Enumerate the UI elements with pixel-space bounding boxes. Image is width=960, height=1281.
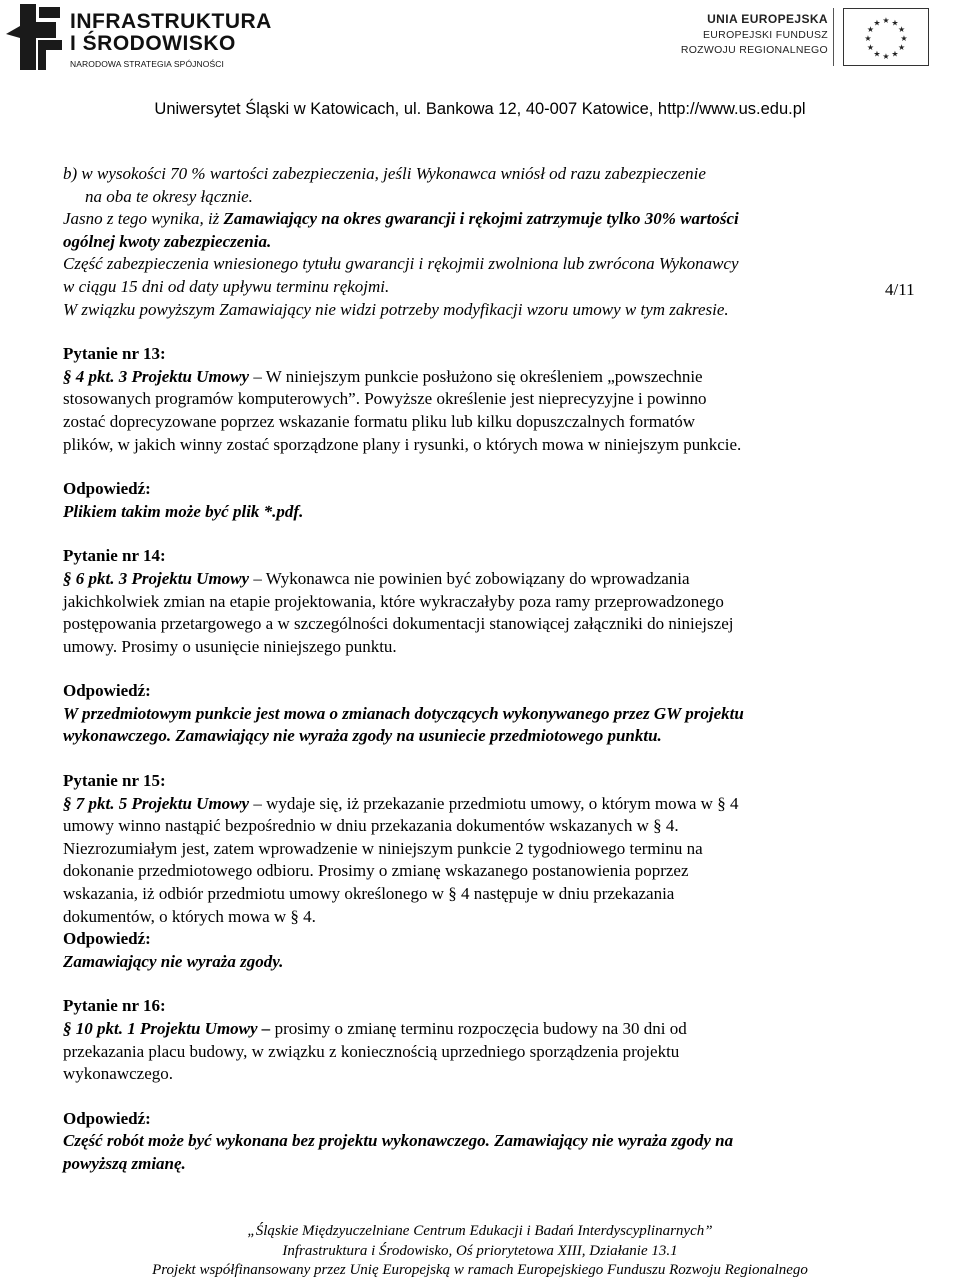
svg-text:★: ★	[873, 49, 881, 59]
answer-text: Plikiem takim może być plik *.pdf.	[63, 501, 304, 521]
document-body	[63, 163, 873, 1176]
intro-line: w ciągu 15 dni od daty upływu terminu rękojmi.	[63, 276, 390, 296]
question-line: § 7 pkt. 5 Projektu Umowy – wydaje się, iż przekazanie przedmiotu umowy, o którym mowa w § 4	[63, 793, 739, 813]
intro-line: Jasno z tego wynika, iż Zamawiający na okres gwarancji i rękojmi zatrzymuje tylko 30% wartości	[63, 209, 739, 229]
eu-logo-line3: ROZWOJU REGIONALNEGO	[680, 44, 828, 56]
intro-line: W związku powyższym Zamawiający nie widzi potrzeby modyfikacji wzoru umowy w tym zakresie.	[63, 299, 729, 319]
question-line: umowy. Prosimy o usunięcie niniejszego punktu.	[63, 636, 397, 656]
answer-label: Odpowiedź:	[63, 681, 151, 701]
svg-text:★: ★	[882, 52, 890, 61]
svg-text:★: ★	[873, 18, 881, 28]
question-reference: § 6 pkt. 3 Projektu Umowy	[63, 568, 250, 588]
question-reference: § 10 pkt. 1 Projektu Umowy –	[63, 1019, 271, 1038]
question-line: wykonawczego.	[63, 1064, 173, 1084]
question-line: § 4 pkt. 3 Projektu Umowy – W niniejszym punkcie posłużono się określeniem „powszechnie	[63, 366, 703, 386]
svg-text:★: ★	[891, 18, 899, 28]
logo-subtitle: NARODOWA STRATEGIA SPÓJNOŚCI	[70, 59, 224, 69]
svg-text:★: ★	[891, 49, 899, 59]
page-footer	[0, 1222, 960, 1281]
question-reference: § 4 pkt. 3 Projektu Umowy	[63, 366, 250, 386]
question-line: dokumentów, o których mowa w § 4.	[63, 906, 316, 926]
intro-line: Część zabezpieczenia wniesionego tytułu gwarancji i rękojmii zwolniona lub zwrócona Wykonawcy	[63, 254, 739, 274]
question-line: dokonanie przedmiotowego odbioru. Prosimy o zmianę wskazanego postanowienia poprzez	[63, 861, 689, 881]
answer-text: powyższą zmianę.	[63, 1153, 186, 1173]
question-line: postępowania przetargowego a w szczególności dokumentacji stanowiącej załączniki do niniejszej	[63, 614, 734, 634]
question-line: § 6 pkt. 3 Projektu Umowy – Wykonawca nie powinien być zobowiązany do wprowadzania	[63, 568, 690, 588]
question-line: Niezrozumiałym jest, zatem wprowadzenie w niniejszym punkcie 2 tygodniowego terminu na	[63, 838, 703, 858]
question-line: stosowanych programów komputerowych”. Powyższe określenie jest nieprecyzyjne i powinno	[63, 389, 707, 409]
intro-line: b) w wysokości 70 % wartości zabezpieczenia, jeśli Wykonawca wniósł od razu zabezpieczenie	[63, 164, 706, 183]
question-reference: § 7 pkt. 5 Projektu Umowy	[63, 793, 250, 813]
svg-text:★: ★	[866, 25, 874, 34]
answer-label: Odpowiedź:	[63, 929, 151, 949]
svg-text:★: ★	[898, 25, 906, 34]
infrastruktura-logo-icon	[6, 4, 64, 70]
question-line: § 10 pkt. 1 Projektu Umowy – prosimy o zmianę terminu rozpoczęcia budowy na 30 dni od	[63, 1019, 687, 1038]
question-line: jakichkolwiek zmian na etapie projektowania, które wykraczałyby poza ramy przeprowadzonego	[63, 591, 724, 611]
svg-text:★: ★	[900, 34, 908, 43]
eu-flag-icon	[843, 8, 929, 66]
logo-title-line2: I ŚRODOWISKO	[70, 32, 236, 55]
eu-logo-line2: EUROPEJSKI FUNDUSZ	[703, 29, 828, 41]
page-header	[0, 0, 960, 120]
question-heading: Pytanie nr 15:	[63, 771, 166, 791]
answer-label: Odpowiedź:	[63, 1108, 151, 1128]
svg-text:★: ★	[882, 16, 890, 25]
university-address: Uniwersytet Śląski w Katowicach, ul. Bankowa 12, 40-007 Katowice, http://www.us.edu.pl	[154, 100, 806, 118]
question-heading: Pytanie nr 13:	[63, 344, 166, 364]
question-line: zostać doprecyzowane poprzez wskazanie formatu pliku lub kilku dopuszczalnych formatów	[63, 411, 696, 431]
answer-text: Zamawiający nie wyraża zgody.	[63, 951, 284, 971]
svg-text:★: ★	[866, 43, 874, 52]
question-heading: Pytanie nr 14:	[63, 546, 166, 566]
infrastruktura-logo	[6, 4, 272, 72]
answer-label: Odpowiedź:	[63, 479, 151, 499]
eu-logo-line1: UNIA EUROPEJSKA	[707, 12, 828, 26]
question-line: plików, w jakich winny zostać sporządzone plany i rysunki, o których mowa w niniejszym punkcie.	[63, 434, 742, 454]
footer-line: Infrastruktura i Środowisko, Oś priorytetowa XIII, Działanie 13.1	[282, 1242, 678, 1259]
logo-title-line1: INFRASTRUKTURA	[70, 10, 272, 33]
question-line: wskazania, iż odbiór przedmiotu umowy określonego w § 4 następuje w dniu przekazania	[63, 884, 675, 904]
svg-text:★: ★	[864, 34, 872, 43]
intro-line: na oba te okresy łącznie.	[85, 186, 253, 206]
eu-logo	[640, 8, 940, 68]
answer-text: wykonawczego. Zamawiający nie wyraża zgody na usuniecie przedmiotowego punktu.	[63, 726, 662, 746]
page-number: 4/11	[885, 280, 915, 299]
answer-text: W przedmiotowym punkcie jest mowa o zmianach dotyczących wykonywanego przez GW projektu	[63, 703, 744, 723]
eu-logo-divider	[833, 8, 834, 66]
question-line: umowy winno nastąpić bezpośrednio w dniu przekazania dokumentów wskazanych w § 4.	[63, 816, 679, 836]
answer-text: Część robót może być wykonana bez projektu wykonawczego. Zamawiający nie wyraża zgody na	[63, 1131, 734, 1151]
question-heading: Pytanie nr 16:	[63, 996, 166, 1016]
footer-line: Projekt współfinansowany przez Unię Europejską w ramach Europejskiego Funduszu Rozwoju Regionalnego	[152, 1262, 808, 1278]
intro-line: ogólnej kwoty zabezpieczenia.	[63, 231, 272, 251]
svg-text:★: ★	[898, 43, 906, 52]
footer-line: „Śląskie Międzyuczelniane Centrum Edukacji i Badań Interdyscyplinarnych”	[247, 1223, 713, 1239]
question-line: przekazania placu budowy, w związku z koniecznością uprzedniego sporządzenia projektu	[63, 1041, 680, 1061]
